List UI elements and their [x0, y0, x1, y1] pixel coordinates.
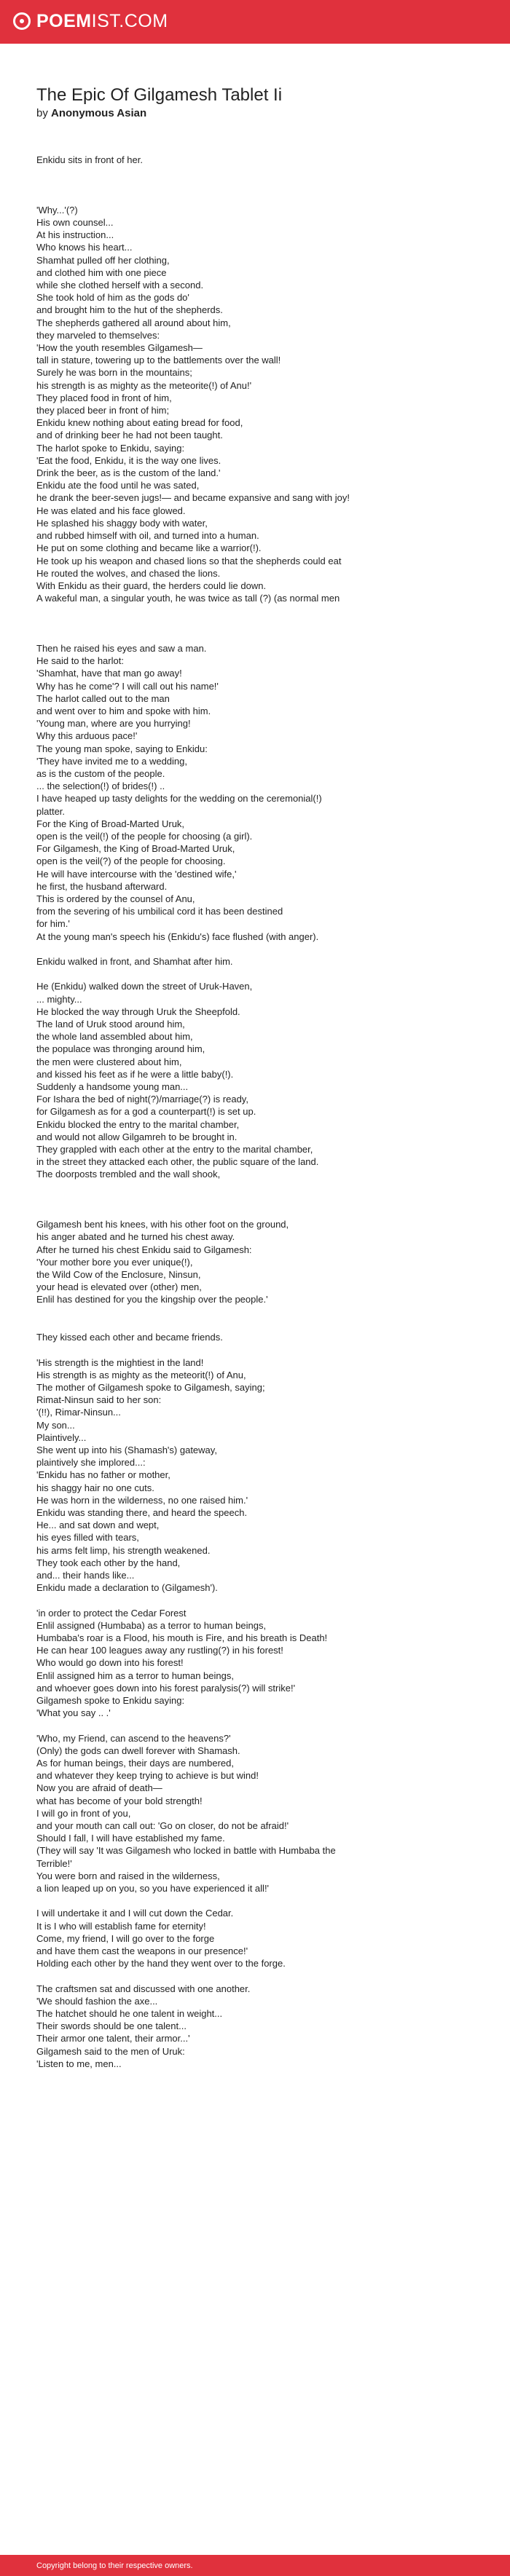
copyright-text: Copyright belong to their respective owners.	[36, 2561, 193, 2570]
poemist-logo-icon	[13, 12, 31, 30]
site-logo[interactable]	[13, 10, 168, 32]
byline-prefix: by	[36, 107, 52, 119]
logo-text: POEMIST.COM	[36, 11, 168, 31]
poem-byline	[36, 107, 481, 120]
top-bar	[0, 0, 510, 44]
poem-title: The Epic Of Gilgamesh Tablet Ii	[36, 85, 283, 105]
poem-text: Enkidu sits in front of her. 'Why...'(?) His own counsel... At his instruction... Who knows his heart... Shamhat pulled off her clothing, and clothed him with one piece while she clothed herself with a second. She took hold of him as the gods do' and brought him to the hut of the shepherds. The shepherds gathered all around about him, they marveled to themselves: 'How the youth resembles Gilgamesh— tall in stature, towering up to the battlements over the wall! Surely he was born in the mountains; his strength is as mighty as the meteorite(!) of Anu!' They placed food in front of him, they placed beer in front of him; Enkidu knew nothing about eating bread for food, and of drinking beer he had not been taught. The harlot spoke to Enkidu, saying: 'Eat the food, Enkidu, it is the way one lives. Drink the beer, as is the custom of the land.' Enkidu ate the food until he was sated, he drank the beer-seven jugs!— and became expansive and sang with joy! He was elated and his face glowed. He splashed his shaggy body with water, and rubbed himself with oil, and turned into a human. He put on some clothing and became like a warrior(!). He took up his weapon and chased lions so that the shepherds could eat He routed the wolves, and chased the lions. With Enkidu as their guard, the herders could lie down. A wakeful man, a singular youth, he was twice as tall (?) (as normal men Then he raised his eyes and saw a man. He said to the harlot: 'Shamhat, have that man go away! Why has he come'? I will call out his name!' The harlot called out to the man and went over to him and spoke with him. 'Young man, where are you hurrying! Why this arduous pace!' The young man spoke, saying to Enkidu: 'They have invited me to a wedding, as is the custom of the people. ... the selection(!) of brides(!) .. I have heaped up tasty delights for the wedding on the ceremonial(!) platter. For the King of Broad-Marted Uruk, open is the veil(!) of the people for choosing (a girl). For Gilgamesh, the King of Broad-Marted Uruk, open is the veil(?) of the people for choosing. He will have intercourse with the 'destined wife,' he first, the husband afterward. This is ordered by the counsel of Anu, from the severing of his umbilical cord it has been destined for him.' At the young man's speech his (Enkidu's) face flushed (with anger). Enkidu walked in front, and Shamhat after him. He (Enkidu) walked down the street of Uruk-Haven, ... mighty... He blocked the way through Uruk the Sheepfold. The land of Uruk stood around him, the whole land assembled about him, the populace was thronging around him, the men were clustered about him, and kissed his feet as if he were a little baby(!). Suddenly a handsome young man... For Ishara the bed of night(?)/marriage(?) is ready, for Gilgamesh as for a god a counterpart(!) is set up. Enkidu blocked the entry to the marital chamber, and would not allow Gilgamreh to be brought in. They grappled with each other at the entry to the marital chamber, in the street they attacked each other, the public square of the land. The doorposts trembled and the wall shook, Gilgamesh bent his knees, with his other foot on the ground, his anger abated and he turned his chest away. After he turned his chest Enkidu said to Gilgamesh: 'Your mother bore you ever unique(!), the Wild Cow of the Enclosure, Ninsun, your head is elevated over (other) men, Enlil has destined for you the kingship over the people.' They kissed each other and became friends. 'His strength is the mightiest in the land! His strength is as mighty as the meteorit(!) of Anu, The mother of Gilgamesh spoke to Gilgamesh, saying; Rimat-Ninsun said to her son: '(!!), Rimar-Ninsun... My son... Plaintively... She went up into his (Shamash's) gateway, plaintively she implored...: 'Enkidu has no father or mother, his shaggy hair no one cuts. He was horn in the wilderness, no one raised him.' Enkidu was standing there, and heard the speech. He... and sat down and wept, his eyes filled with tears, his arms felt limp, his strength weakened. They took each other by the hand, and... their hands like... Enkidu made a declaration to (Gilgamesh'). 'in order to protect the Cedar Forest Enlil assigned (Humbaba) as a terror to human beings, Humbaba's roar is a Flood, his mouth is Fire, and his breath is Death! He can hear 100 leagues away any rustling(?) in his forest! Who would go down into his forest! Enlil assigned him as a terror to human beings, and whoever goes down into his forest paralysis(?) will strike!' Gilgamesh spoke to Enkidu saying: 'What you say .. .' 'Who, my Friend, can ascend to the heavens?' (Only) the gods can dwell forever with Shamash. As for human beings, their days are numbered, and whatever they keep trying to achieve is but wind! Now you are afraid of death— what has become of your bold strength! I will go in front of you, and your mouth can call out: 'Go on closer, do not be afraid!' Should I fall, I will have established my fame. (They will say 'It was Gilgamesh who locked in battle with Humbaba the Terrible!' You were born and raised in the wilderness, a lion leaped up on you, so you have experienced it all!' I will undertake it and I will cut down the Cedar. It is I who will establish fame for eternity! Come, my friend, I will go over to the forge and have them cast the weapons in our presence!' Holding each other by the hand they went over to the forge. The craftsmen sat and discussed with one another. 'We should fashion the axe... The hatchet should he one talent in weight... Their swords should be one talent... Their armor one talent, their armor...' Gilgamesh said to the men of Uruk: 'Listen to me, men...	[36, 154, 350, 2069]
author-link[interactable]: Anonymous Asian	[51, 107, 147, 119]
footer-bar	[0, 2555, 510, 2576]
poem-content	[36, 84, 481, 2070]
